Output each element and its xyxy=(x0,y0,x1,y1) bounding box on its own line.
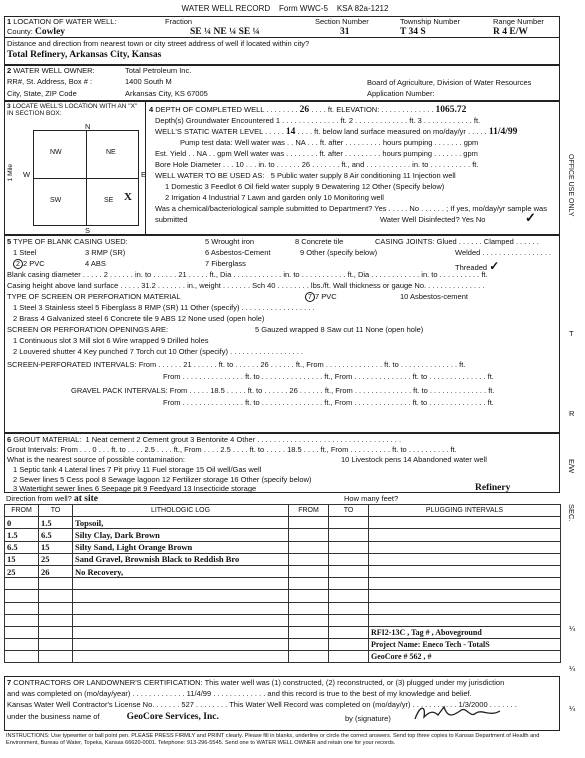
side-sec: SEC. xyxy=(567,504,576,522)
check-mark-icon: ✓ xyxy=(525,210,536,225)
grout-intervals-row: Grout Intervals: From . . . 0 . . . ft. to . . . . 2.5 . . . . ft., From . . . . 2.5 . . . . ft. to . . . . . 18.5 . . . . ft., From . . . . . . . . . . ft. to . . . . . . . . . . ft. xyxy=(7,445,457,454)
table-row xyxy=(5,578,561,590)
water-use-row-2: 1 Domestic 3 Feedlot 6 Oil field water supply 9 Dewatering 12 Other (Specify below) xyxy=(165,182,445,191)
casing-option-fiberglass: 7 Fiberglass xyxy=(205,259,246,268)
table-row xyxy=(5,529,561,541)
screen-intervals-row-2: From . . . . . . . . . . . . . . . ft. to . . . . . . . . . . . . . . . ft., From . . . . . . . . . . . . . . ft. to . . . . . . . . . . . . . . ft. xyxy=(163,372,494,381)
groundwater-row: Depth(s) Groundwater Encountered 1 . . . . . . . . . . . . . . ft. 2 . . . . . . . . . . . . . ft. 3 . . . . . . . . . . . . ft. xyxy=(155,116,481,125)
section-number-value: 31 xyxy=(340,27,350,37)
col-plugging-intervals: PLUGGING INTERVALS xyxy=(369,505,561,517)
casing-height-row: Casing height above land surface . . . . . 31.2 . . . . . . . in., weight . . . . . . . Sch 40 . . . . . . . . lbs./ft. Wall thickness or gauge No. . . . . . . . . . . . . . . xyxy=(7,281,485,290)
casing-threaded: Threaded ✓ xyxy=(455,259,500,273)
log-cell-lith: No Recovery, xyxy=(73,565,289,577)
side-quarter-1: ¼ xyxy=(569,624,576,633)
form-number: Form WWC-5 xyxy=(279,4,328,13)
log-cell-to: 1.5 xyxy=(39,517,73,529)
log-cell-from: 1.5 xyxy=(5,529,39,541)
contam-row-2: 1 Septic tank 4 Lateral lines 7 Pit privy 11 Fuel storage 15 Oil well/Gas well xyxy=(13,465,262,474)
pump-test-row: Pump test data: Well water was . . NA . . . ft. after . . . . . . . . . hours pumping . . . . . . . gpm xyxy=(180,138,479,147)
side-r: R xyxy=(569,409,575,418)
table-row xyxy=(5,590,561,602)
casing-label: 5 TYPE OF BLANK CASING USED: xyxy=(7,237,128,246)
distance-label: Distance and direction from nearest town or city street address of well if located within city? xyxy=(7,39,310,48)
log-cell-lith: Silty Clay, Dark Brown xyxy=(73,529,289,541)
nw-quadrant: NW xyxy=(50,149,62,156)
log-cell-to: 26 xyxy=(39,565,73,577)
fraction-label: Fraction xyxy=(165,17,193,26)
contam-row-4: 3 Watertight sewer lines 6 Seepage pit 9 Feedyard 13 Insecticide storage xyxy=(13,484,257,493)
office-use-label: OFFICE USE ONLY xyxy=(567,154,574,217)
water-well-record-form xyxy=(4,4,576,754)
side-quarter-3: ¼ xyxy=(569,704,576,713)
table-row xyxy=(5,553,561,565)
openings-label: SCREEN OR PERFORATION OPENINGS ARE: xyxy=(7,325,169,334)
log-cell-to: 6.5 xyxy=(39,529,73,541)
log-cell-from: 15 xyxy=(5,553,39,565)
screen-material-label: TYPE OF SCREEN OR PERFORATION MATERIAL xyxy=(7,292,181,301)
section-box-grid xyxy=(33,130,139,226)
certification-label: 7 CONTRACTORS OR LANDOWNER'S CERTIFICATION: This water well was (1) constructed, (2) reconstructed, or (3) plugged under my jurisdiction xyxy=(7,678,505,687)
city-value: Arkansas City, KS 67005 xyxy=(125,89,208,98)
table-row xyxy=(5,517,561,529)
log-header-row xyxy=(5,505,561,517)
se-quadrant: SE xyxy=(104,197,114,204)
side-ew: E/W xyxy=(567,459,576,474)
business-row: under the business name of GeoCore Services, Inc. xyxy=(7,712,219,722)
openings-row-2: 1 Continuous slot 3 Mill slot 6 Wire wrapped 9 Drilled holes xyxy=(13,336,209,345)
completed-row: and was completed on (mo/day/year) . . . . . . . . . . . . . 11/4/99 . . . . . . . . . . . . . and this record is true to the best of my knowledge and belief. xyxy=(7,689,472,698)
casing-option-steel: 1 Steel xyxy=(13,248,37,257)
south-label: S xyxy=(85,226,91,235)
form-title: WATER WELL RECORD xyxy=(181,4,271,13)
log-cell-lith: Topsoil, xyxy=(73,517,289,529)
depth-row: 4 DEPTH OF COMPLETED WELL . . . . . . . . 26 . . . . ft. ELEVATION: . . . . . . . . . . . . . 1065.72 xyxy=(149,105,467,115)
log-cell-to: 25 xyxy=(39,553,73,565)
section-casing xyxy=(4,235,560,433)
contamination-label: What is the nearest source of possible contamination: xyxy=(7,455,186,464)
chem-sample-row: Was a chemical/bacteriological sample submitted to Department? Yes . . . . . No . . . . . . ; If yes, mo/day/yr sample was xyxy=(155,204,547,213)
col-to: TO xyxy=(39,505,73,517)
city-label: City, State, ZIP Code xyxy=(7,89,77,98)
casing-option-abs: 4 ABS xyxy=(85,259,106,268)
distance-value: Total Refinery, Arkansas City, Kansas xyxy=(7,50,162,60)
log-cell-lith: Sand Gravel, Brownish Black to Reddish Bro xyxy=(73,553,289,565)
log-cell-lith: Silty Sand, Light Orange Brown xyxy=(73,541,289,553)
locate-well-label: 3 LOCATE WELL'S LOCATION WITH AN "X" IN SECTION BOX: xyxy=(7,103,138,117)
bore-diameter-row: Bore Hole Diameter . . . 10 . . . in. to . . . . . . 26 . . . . . . . ft., and . . . . . . . . . . . in. to . . . . . . . . . . ft. xyxy=(155,160,479,169)
how-many-feet: How many feet? xyxy=(344,494,399,503)
log-cell-from: 25 xyxy=(5,565,39,577)
yield-row: Est. Yield . . NA . . gpm Well water was . . . . . . . . ft. after . . . . . . . . . hours pumping . . . . . . . gpm xyxy=(155,149,478,158)
col-lithologic-log: LITHOLOGIC LOG xyxy=(73,505,289,517)
screen-intervals-row: SCREEN-PERFORATED INTERVALS: From . . . . . . 21 . . . . . . ft. to . . . . . . 26 . . . . . . ft., From . . . . . . . . . . . . . . ft. to . . . . . . . . . . . . . . ft. xyxy=(7,360,466,369)
side-t: T xyxy=(569,329,574,338)
table-row xyxy=(5,639,561,651)
contam-other-value: Refinery xyxy=(475,483,511,493)
table-row xyxy=(5,626,561,638)
lithologic-log-table xyxy=(4,504,560,673)
casing-option-wrought: 5 Wrought iron xyxy=(205,237,255,246)
table-row xyxy=(5,651,561,663)
gravel-intervals-row: GRAVEL PACK INTERVALS: From . . . . . 18.5 . . . . . ft. to . . . . . . 26 . . . . . . ft., From . . . . . . . . . . . . . . ft. to . . . . . . . . . . . . . . ft. xyxy=(71,386,495,395)
county-row: County: Cowley xyxy=(7,27,66,37)
application-number: Application Number: xyxy=(367,89,435,98)
casing-diameter-row: Blank casing diameter . . . . . 2 . . . . . . in. to . . . . . . 21 . . . . . ft., Dia . . . . . . . . . . . . in. to . . . . . . . . . . . ft., Dia . . . . . . . . . . . . in. to . . . . . . . . . . ft. xyxy=(7,270,488,279)
section-owner xyxy=(4,65,560,101)
sw-quadrant: SW xyxy=(50,197,62,204)
range-label: Range Number xyxy=(493,17,544,26)
water-use-row-3: 2 Irrigation 4 Industrial 7 Lawn and garden only 10 Monitoring well xyxy=(165,193,384,202)
casing-option-pvc: 2 2 PVC xyxy=(13,259,45,269)
form-header xyxy=(4,4,566,14)
screen-options-row-1: 1 Steel 3 Stainless steel 5 Fiberglass 8 RMP (SR) 11 Other (specify) . . . . . . . . . . . . . . . . . . xyxy=(13,303,315,312)
col-from: FROM xyxy=(5,505,39,517)
screen-options-row-2: 2 Brass 4 Galvanized steel 6 Concrete tile 9 ABS 12 None used (open hole) xyxy=(13,314,265,323)
table-row xyxy=(5,602,561,614)
screen-option-pvc: 7 7 PVC xyxy=(305,292,337,302)
table-row xyxy=(5,541,561,553)
casing-option-rmp: 3 RMP (SR) xyxy=(85,248,126,257)
board-text: Board of Agriculture, Division of Water Resources xyxy=(367,78,532,87)
log-cell-to: 15 xyxy=(39,541,73,553)
township-label: Township Number xyxy=(400,17,461,26)
openings-row-1: 5 Gauzed wrapped 8 Saw cut 11 None (open hole) xyxy=(255,325,424,334)
address-label: RR#, St. Address, Box # : xyxy=(7,77,93,86)
water-use-row: WELL WATER TO BE USED AS: 5 Public water supply 8 Air conditioning 11 Injection well xyxy=(155,171,456,180)
section-location-depth xyxy=(4,101,560,235)
casing-welded: Welded . . . . . . . . . . . . . . . . . xyxy=(455,248,552,257)
instructions-text: INSTRUCTIONS: Use typewriter or ball point pen. PLEASE PRESS FIRMLY and PRINT clearly. Please fill in blanks, underline or circle the correct answers. Send top three copies to Kansas Department of Health and Environment, Bureau of Water, Topeka, Kansas 66620-0001. Telephone: 913-296-5545. Send one to WATER WELL OWNER and retain one for your records. xyxy=(6,733,540,746)
contam-row-3: 2 Sewer lines 5 Cess pool 8 Sewage lagoon 12 Fertilizer storage 16 Other (specify below) xyxy=(13,475,312,484)
log-note: RFI2-13C , Tag # , Aboveground xyxy=(369,626,561,638)
owner-label: 2 WATER WELL OWNER: xyxy=(7,66,95,75)
log-note: GeoCore # 562 , # xyxy=(369,651,561,663)
section-certification xyxy=(4,676,560,731)
range-value: R 4 E/W xyxy=(493,27,528,37)
log-cell-from: 6.5 xyxy=(5,541,39,553)
owner-value: Total Petroleum Inc. xyxy=(125,66,192,75)
gravel-intervals-row-2: From . . . . . . . . . . . . . . . ft. to . . . . . . . . . . . . . . . ft., From . . . . . . . . . . . . . . ft. to . . . . . . . . . . . . . . ft. xyxy=(163,398,494,407)
county-value: Cowley xyxy=(34,27,66,37)
section-number-label: Section Number xyxy=(315,17,369,26)
casing-option-other: 9 Other (specify below) xyxy=(300,248,378,257)
direction-row: Direction from well? at site xyxy=(6,494,98,504)
signature-image xyxy=(410,701,520,727)
submitted-label: submitted xyxy=(155,215,188,224)
contam-row-1: 10 Livestock pens 14 Abandoned water well xyxy=(341,455,487,464)
section-grout xyxy=(4,433,560,493)
ksa-number: KSA 82a-1212 xyxy=(336,4,389,13)
north-label: N xyxy=(85,122,91,131)
location-label: 1 LOCATION OF WATER WELL: xyxy=(7,17,117,26)
table-row xyxy=(5,565,561,577)
side-quarter-2: ¼ xyxy=(569,664,576,673)
col-from-2: FROM xyxy=(289,505,329,517)
signature-label: by (signature) xyxy=(345,714,391,723)
grout-row: 6 GROUT MATERIAL: 1 Neat cement 2 Cement grout 3 Bentonite 4 Other . . . . . . . . . . . . . . . . . . . . . . . . . . . . . . . . . . . xyxy=(7,435,402,444)
well-location-mark: X xyxy=(124,191,132,203)
west-label: W xyxy=(23,170,31,179)
township-value: T 34 S xyxy=(400,27,426,37)
log-note: Project Name: Eneco Tech - TotalS xyxy=(369,639,561,651)
table-row xyxy=(5,614,561,626)
screen-option-asbestos: 10 Asbestos-cement xyxy=(400,292,468,301)
log-cell-from: 0 xyxy=(5,517,39,529)
address-value: 1400 South M xyxy=(125,77,172,86)
mile-label: 1 Mile xyxy=(7,164,14,182)
col-to-2: TO xyxy=(329,505,369,517)
ne-quadrant: NE xyxy=(106,149,116,156)
casing-option-concrete: 8 Concrete tile xyxy=(295,237,344,246)
fraction-value: SE ¼ NE ¼ SE ¼ xyxy=(190,27,260,37)
casing-joints: CASING JOINTS: Glued . . . . . . Clamped . . . . . . xyxy=(375,237,539,246)
license-row: Kansas Water Well Contractor's License No. . . . . . . 527 . . . . . . . . This Water Well Record was completed on (mo/day/yr) . . . . . . . . . . . 1/3/2000 . . . . . . . xyxy=(7,700,517,709)
openings-row-3: 2 Louvered shutter 4 Key punched 7 Torch cut 10 Other (specify) . . . . . . . . . . . . . . . . . . xyxy=(13,347,303,356)
section-location xyxy=(4,16,560,65)
disinfected-row: Water Well Disinfected? Yes No xyxy=(380,215,486,224)
static-level-row: WELL'S STATIC WATER LEVEL . . . . . 14 . . . . ft. below land surface measured on mo/day/yr . . . . . 11/4/99 xyxy=(155,127,518,137)
casing-option-asbestos: 6 Asbestos-Cement xyxy=(205,248,271,257)
east-label: E xyxy=(141,170,147,179)
